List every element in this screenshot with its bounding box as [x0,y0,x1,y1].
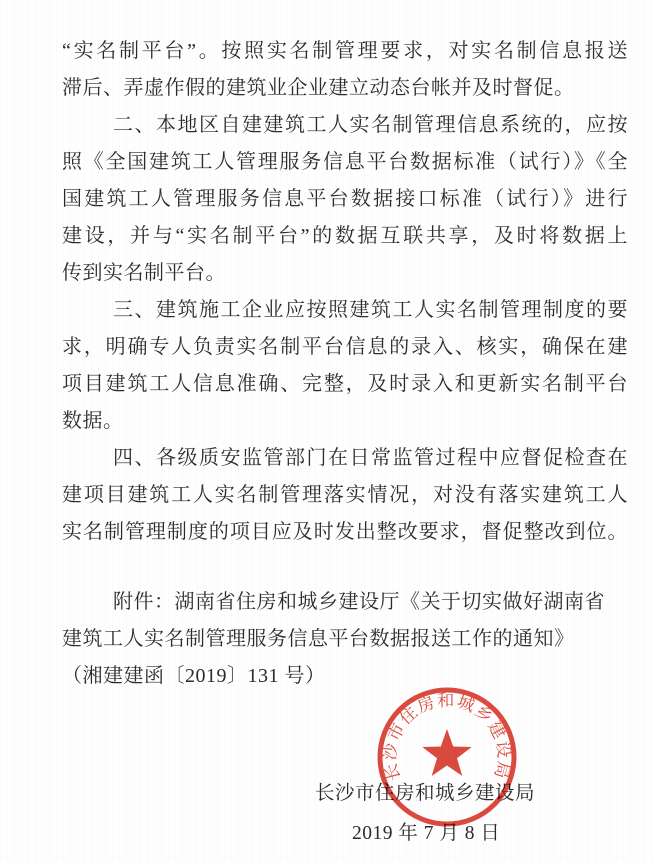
seal-star-icon [422,729,471,776]
body-line: 建设，并与“实名制平台”的数据互联共享，及时将数据上 [62,225,628,247]
body-line: 项目建筑工人信息准确、完整，及时录入和更新实名制平台 [62,373,628,395]
body-line: 求，明确专人负责实名制平台信息的录入、核实，确保在建 [62,336,628,358]
issuer-signature: 长沙市住房和城乡建设局 [315,783,536,804]
body-line: 数据。 [62,410,124,432]
body-line: 二、本地区自建建筑工人实名制管理信息系统的，应按 [113,114,628,136]
attachment-note [62,584,628,695]
body-line: 建项目建筑工人实名制管理落实情况，对没有落实建筑工人 [62,484,628,506]
document-date: 2019 年 7 月 8 日 [352,823,501,844]
body-line: 滞后、弄虚作假的建筑业企业建立动态台帐并及时督促。 [62,77,575,99]
document-body [62,33,628,551]
body-line: 照《全国建筑工人管理服务信息平台数据标准（试行）》《全 [62,151,628,173]
body-line: 四、各级质安监管部门在日常监管过程中应督促检查在 [113,447,628,469]
body-line: 三、建筑施工企业应按照建筑工人实名制管理制度的要 [113,299,628,321]
body-line: 传到实名制平台。 [62,262,226,284]
attachment-line: 附件：湖南省住房和城乡建设厅《关于切实做好湖南省 [113,591,605,613]
attachment-line: 建筑工人实名制管理服务信息平台数据报送工作的通知》 [62,628,575,650]
body-line: 实名制管理制度的项目应及时发出整改要求，督促整改到位。 [62,521,628,543]
body-line: 国建筑工人管理服务信息平台数据接口标准（试行）》进行 [62,188,628,210]
official-seal [362,672,532,842]
attachment-line: （湘建建函〔2019〕131 号） [62,665,326,687]
seal-text-path: 长沙市住房和城乡建设局 [380,690,514,783]
body-line: “实名制平台”。按照实名制管理要求，对实名制信息报送 [62,40,628,62]
